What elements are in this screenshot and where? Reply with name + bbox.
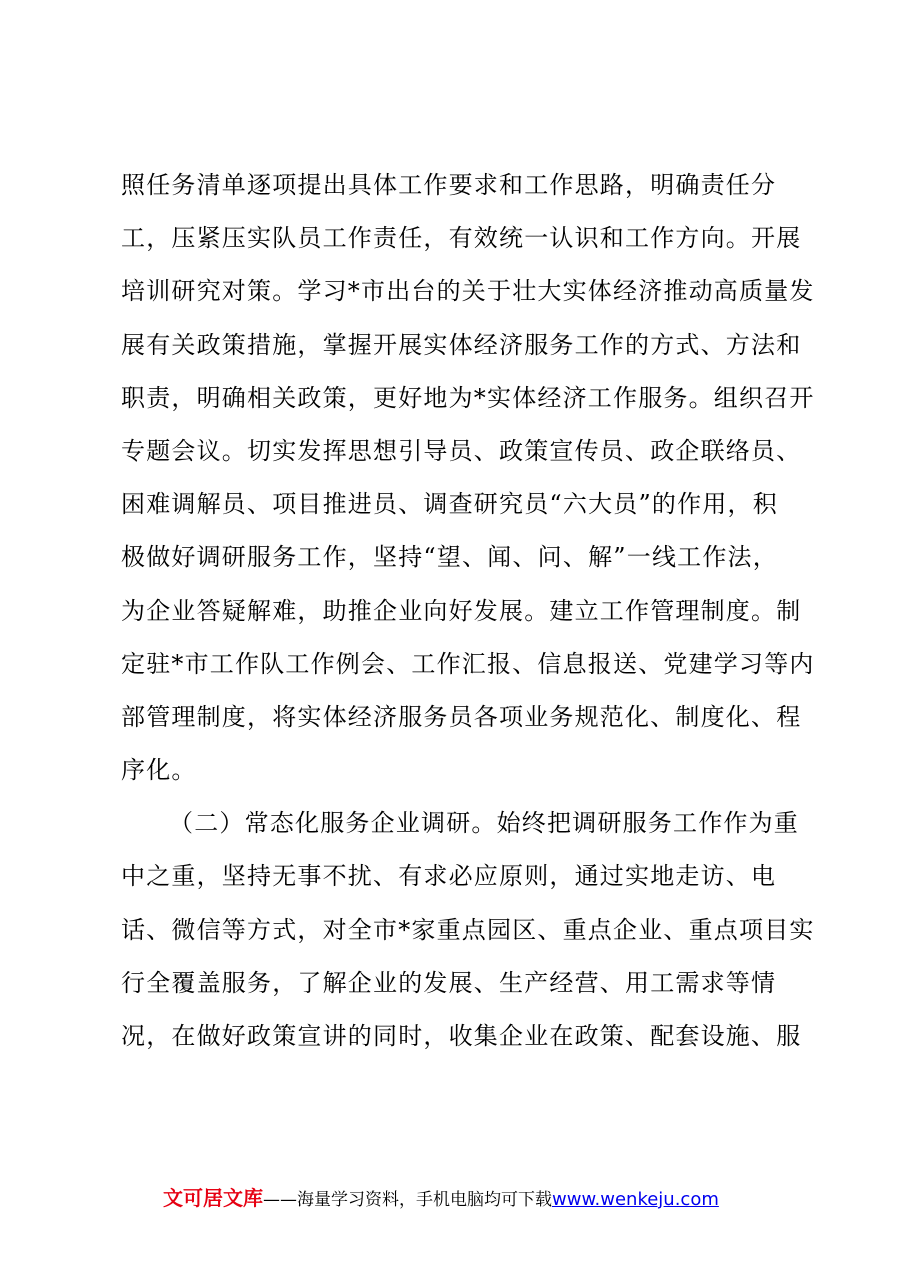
text-line: 培训研究对策。学习*市出台的关于壮大实体经济推动高质量发: [121, 277, 815, 306]
text-line: 照任务清单逐项提出具体工作要求和工作思路，明确责任分: [121, 171, 777, 199]
text-line: 行全覆盖服务，了解企业的发展、生产经营、用工需求等情: [121, 968, 777, 997]
section-heading-line: （二）常态化服务企业调研。始终把调研服务工作作为重: [169, 809, 799, 838]
footer-url-link[interactable]: www.wenkeju.com: [552, 1189, 719, 1210]
text-line: 为企业答疑解难，助推企业向好发展。建立工作管理制度。制: [121, 596, 802, 625]
text-line: 中之重，坚持无事不扰、有求必应原则，通过实地走访、电: [121, 862, 777, 891]
footer-banner: [163, 1184, 783, 1212]
text-line: 专题会议。切实发挥思想引导员、政策宣传员、政企联络员、: [121, 436, 802, 465]
text-line: 工，压紧压实队员工作责任，有效统一认识和工作方向。开展: [121, 224, 802, 253]
text-line: 定驻*市工作队工作例会、工作汇报、信息报送、党建学习等内: [121, 649, 815, 678]
text-line: 展有关政策措施，掌握开展实体经济服务工作的方式、方法和: [121, 330, 802, 359]
footer-slogan: ——海量学习资料，手机电脑均可下载: [263, 1190, 552, 1210]
text-line: 极做好调研服务工作，坚持“望、闻、问、解”一线工作法，: [121, 543, 778, 572]
text-line: 部管理制度，将实体经济服务员各项业务规范化、制度化、程: [121, 702, 802, 731]
footer-brand: 文可居文库: [163, 1186, 263, 1210]
text-line: 况，在做好政策宣讲的同时，收集企业在政策、配套设施、服: [121, 1022, 802, 1050]
text-line: 话、微信等方式，对全市*家重点园区、重点企业、重点项目实: [121, 915, 815, 944]
text-line: 序化。: [121, 756, 197, 785]
text-line: 职责，明确相关政策，更好地为*实体经济工作服务。组织召开: [121, 383, 815, 412]
text-line: 困难调解员、项目推进员、调查研究员“六大员”的作用，积: [121, 490, 778, 519]
document-body: [121, 165, 815, 1069]
